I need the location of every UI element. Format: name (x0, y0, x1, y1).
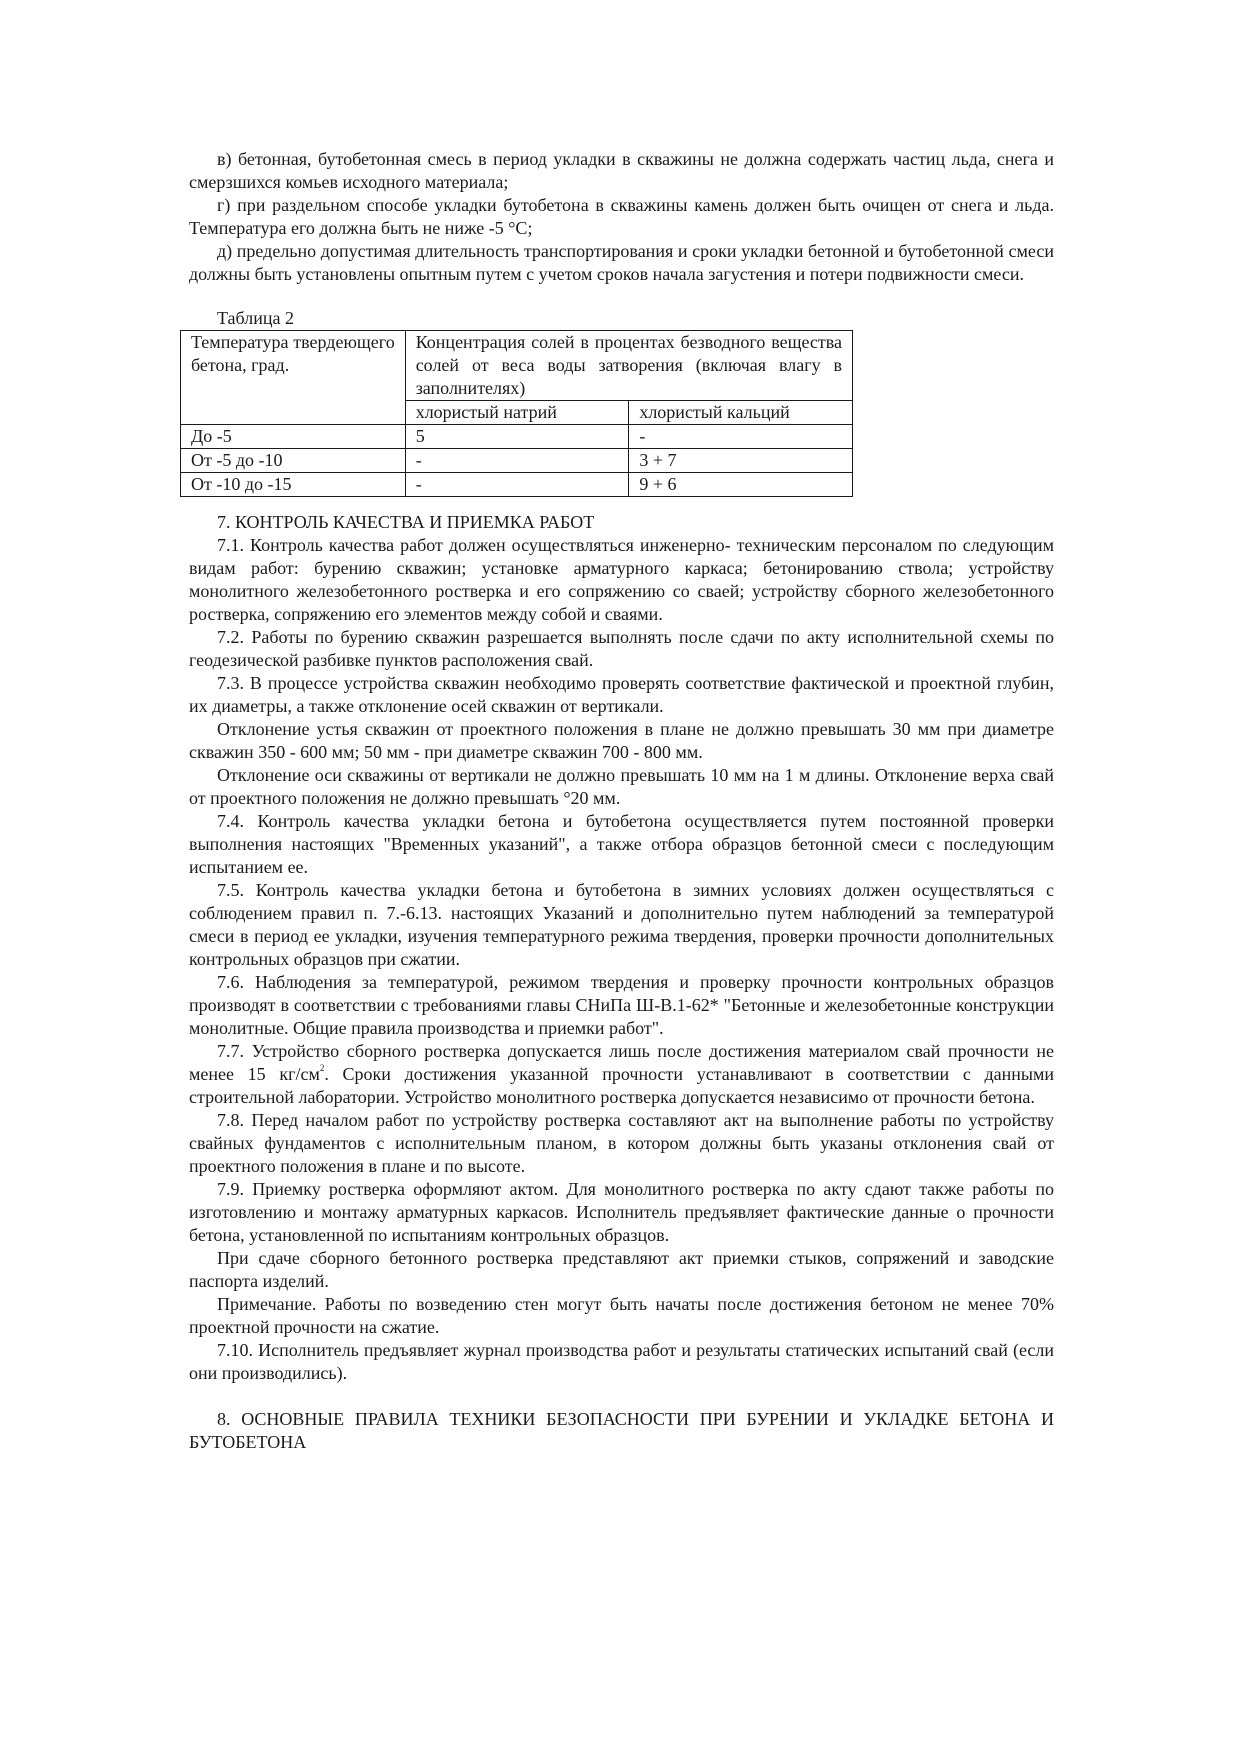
paragraph-7-6: 7.6. Наблюдения за температурой, режимом твердения и проверку прочности контрольных образцов производят в соответствии с требованиями главы СНиПа Ш-В.1-62* "Бетонные и железобетонные конструкции монолитные. Общие правила производства и приемки работ". (189, 972, 1054, 1038)
paragraph-7-3: 7.3. В процессе устройства скважин необходимо проверять соответствие фактической и проектной глубин, их диаметры, а также отклонение осей скважин от вертикали. (189, 673, 1054, 716)
intro-paragraph-g: г) при раздельном способе укладки бутобетона в скважины камень должен быть очищен от снега и льда. Температура его должна быть не ниже -5 °С; (189, 195, 1054, 238)
subheader-sodium-chloride: хлористый натрий (405, 401, 629, 425)
table-cell: От -10 до -15 (181, 473, 406, 497)
paragraph-precast-acceptance: При сдаче сборного бетонного ростверка представляют акт приемки стыков, сопряжений и заводские паспорта изделий. (189, 1248, 1054, 1291)
header-temperature: Температура твердеющего бетона, град. (181, 331, 406, 425)
paragraph-note: Примечание. Работы по возведению стен могут быть начаты после достижения бетоном не менее 70% проектной прочности на сжатие. (189, 1294, 1054, 1337)
paragraph-7-7-end: . Сроки достижения указанной прочности устанавливают в соответствии с данными строительной лаборатории. Устройство монолитного ростверка допускается независимо от прочности бетона. (189, 1064, 1055, 1107)
spacer (189, 1385, 1054, 1408)
section-8-heading: 8. ОСНОВНЫЕ ПРАВИЛА ТЕХНИКИ БЕЗОПАСНОСТИ ПРИ БУРЕНИИ И УКЛАДКЕ БЕТОНА И БУТОБЕТОНА (189, 1409, 1054, 1452)
table-cell: От -5 до -10 (181, 449, 406, 473)
table-caption: Таблица 2 (217, 308, 294, 328)
table-cell: 3 + 7 (629, 449, 853, 473)
superscript-square: 2 (319, 1063, 325, 1073)
section-7-heading: 7. КОНТРОЛЬ КАЧЕСТВА И ПРИЕМКА РАБОТ (217, 512, 595, 532)
paragraph-7-4: 7.4. Контроль качества укладки бетона и бутобетона осуществляется путем постоянной проверки выполнения настоящих "Временных указаний", а также отбора образцов бетонной смеси с последующим испытанием ее. (189, 811, 1054, 877)
paragraph-7-5: 7.5. Контроль качества укладки бетона и бутобетона в зимних условиях должен осуществляться с соблюдением правил п. 7.-6.13. настоящих Указаний и дополнительно путем наблюдений за температурой смеси в период ее укладки, изучения температурного режима твердения, проверки прочности дополнительных контрольных образцов при сжатии. (189, 880, 1054, 969)
paragraph-wellhead-deviation: Отклонение устья скважин от проектного положения в плане не должно превышать 30 мм при диаметре скважин 350 - 600 мм; 50 мм - при диаметре скважин 700 - 800 мм. (189, 719, 1054, 762)
paragraph-7-1: 7.1. Контроль качества работ должен осуществляться инженерно- техническим персоналом по следующим видам работ: бурению скважин; установке арматурного каркаса; бетонированию ствола; устройству монолитного железобетонного ростверка и его сопряжению со сваей; устройству сборного железобетонного ростверка, сопряжению его элементов между собой и сваями. (189, 535, 1054, 624)
table-cell: - (405, 449, 629, 473)
paragraph-7-2: 7.2. Работы по бурению скважин разрешается выполнять после сдачи по акту исполнительной схемы по геодезической разбивке пунктов расположения свай. (189, 627, 1054, 670)
paragraph-axis-deviation: Отклонение оси скважины от вертикали не должно превышать 10 мм на 1 м длины. Отклонение верха свай от проектного положения не должно превышать °20 мм. (189, 765, 1054, 808)
subheader-calcium-chloride: хлористый кальций (629, 401, 853, 425)
paragraph-7-10: 7.10. Исполнитель предъявляет журнал производства работ и результаты статических испытаний свай (если они производились). (189, 1340, 1054, 1383)
table-cell: - (405, 473, 629, 497)
paragraph-7-9: 7.9. Приемку ростверка оформляют актом. Для монолитного ростверка по акту сдают также работы по изготовлению и монтажу арматурных каркасов. Исполнитель предъявляет фактические данные о прочности бетона, установленной по испытаниям контрольных образцов. (189, 1179, 1054, 1245)
intro-paragraph-v: в) бетонная, бутобетонная смесь в период укладки в скважины не должна содержать частиц льда, снега и смерзшихся комьев исходного материала; (189, 149, 1054, 192)
table-row (181, 473, 853, 497)
table-row (181, 449, 853, 473)
paragraph-7-8: 7.8. Перед началом работ по устройству ростверка составляют акт на выполнение работы по устройству свайных фундаментов с исполнительным планом, в котором должны быть указаны отклонения свай от проектного положения в плане и по высоте. (189, 1110, 1054, 1176)
table-cell: До -5 (181, 425, 406, 449)
table-cell: - (629, 425, 853, 449)
table-cell: 5 (405, 425, 629, 449)
intro-paragraph-d: д) предельно допустимая длительность транспортирования и сроки укладки бетонной и бутобетонной смеси должны быть установлены опытным путем с учетом сроков начала загустения и потери подвижности смеси. (189, 241, 1054, 284)
header-concentration: Концентрация солей в процентах безводного вещества солей от веса воды затворения (включая влагу в заполнителях) (405, 331, 852, 401)
table-cell: 9 + 6 (629, 473, 853, 497)
paragraph-7-7-start: 7.7. Устройство сборного ростверка допускается лишь после достижения материалом свай прочности не менее 15 кг/см (189, 1041, 1054, 1084)
table-header-row (181, 331, 853, 401)
paragraph-7-7 (189, 1040, 1054, 1109)
table-row (181, 425, 853, 449)
salt-concentration-table (180, 330, 853, 497)
